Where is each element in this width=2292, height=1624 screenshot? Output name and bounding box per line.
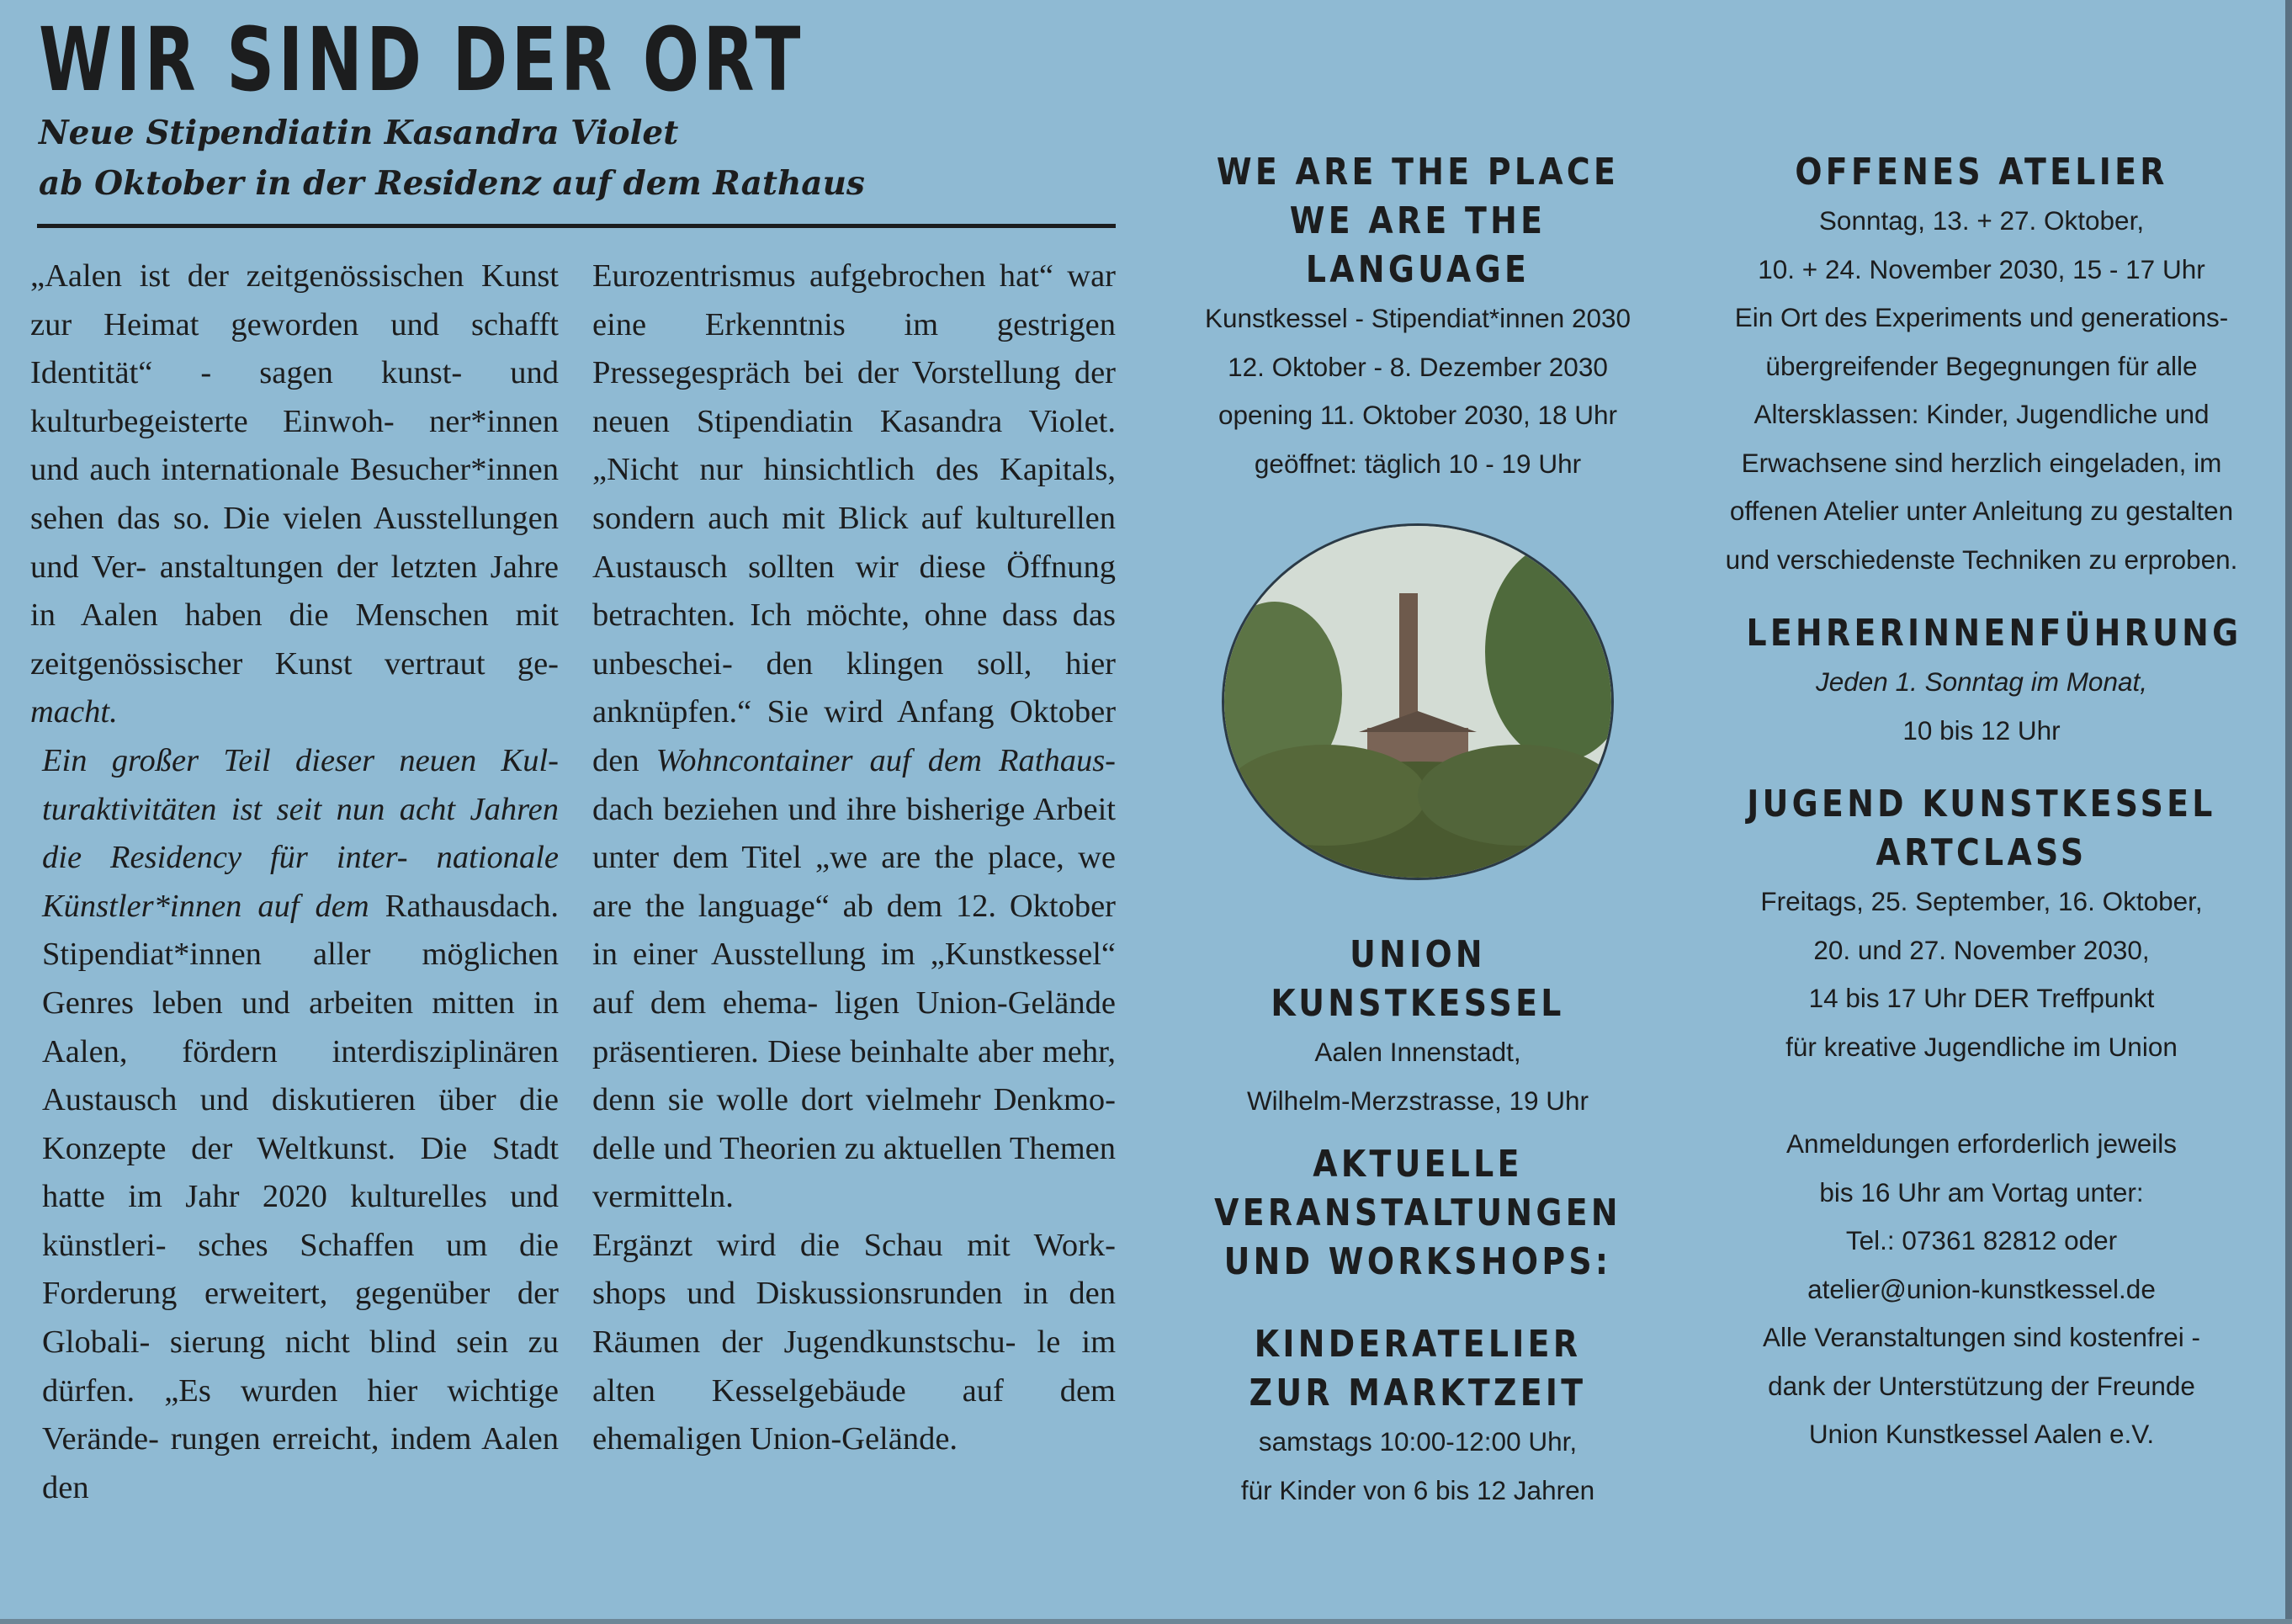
text-line: der neuen Stipendiatin Kasandra	[592, 355, 1116, 439]
text-line: war eine Erkenntnis im gestrigen	[592, 258, 1116, 342]
contact-info: dank der Unterstützung der Freunde	[1768, 1370, 2195, 1401]
text-line: im „Kunstkessel“ auf dem ehema-	[592, 937, 1117, 1021]
text-line: vielen Ausstellungen und Ver-	[30, 500, 559, 585]
offenes-atelier-title: OFFENES ATELIER	[1795, 151, 2168, 194]
text-line: Jahren die Residency für inter-	[42, 791, 560, 876]
jugend-info: Freitags, 25. September, 16. Oktober,	[1760, 886, 2203, 916]
text-line: Ein großer Teil dieser neuen Kul-	[42, 742, 559, 778]
text-line: le im alten Kesselgebäude auf dem	[592, 1324, 1117, 1409]
text-line: Rathausdach. Stipendiat*innen	[42, 888, 559, 973]
center-column	[1178, 148, 1658, 1515]
text-line: „Es wurden hier wichtige Verände-	[42, 1372, 559, 1457]
atelier-info: Ein Ort des Experiments und generations-	[1734, 302, 2229, 332]
atelier-info: Erwachsene sind herzlich eingeladen, im	[1741, 447, 2222, 478]
page-edge-right	[2285, 0, 2292, 1624]
contact-info: Alle Veranstaltungen sind kostenfrei -	[1762, 1322, 2201, 1352]
kinderatelier-title: KINDERATELIER	[1254, 1323, 1582, 1366]
venue-info: Wilhelm-Merzstrasse, 19 Uhr	[1246, 1085, 1589, 1116]
text-line: erweitert, gegenüber der Globali-	[42, 1276, 560, 1361]
text-line: nationale Künstler*innen auf dem	[42, 840, 560, 924]
venue-info: Aalen Innenstadt,	[1314, 1037, 1521, 1067]
text-line: Kunst zur Heimat geworden und	[30, 258, 559, 342]
contact-info: Union Kunstkessel Aalen e.V.	[1808, 1419, 2155, 1449]
text-line: Themen vermitteln.	[592, 1130, 1116, 1215]
text-line: arbeiten mitten in Aalen, fördern	[42, 984, 560, 1069]
jugend-info: 14 bis 17 Uhr DER Treffpunkt	[1808, 983, 2155, 1013]
kinderatelier-title: ZUR MARKTZEIT	[1249, 1372, 1587, 1414]
text-line: rungen erreicht, indem Aalen den	[42, 1421, 559, 1505]
text-line: Diese beinhalte aber mehr, denn	[592, 1033, 1116, 1118]
events-title: AKTUELLE	[1313, 1143, 1523, 1186]
events-title: VERANSTALTUNGEN	[1214, 1191, 1621, 1234]
text-line: „Aalen ist der zeitgenössischen	[30, 258, 464, 294]
text-line: shops und Diskussionsrunden in	[592, 1276, 1048, 1312]
text-line: zeitgenössischer Kunst vertraut ge-	[30, 645, 559, 682]
text-line: Besucher*innen sehen das so. Die	[30, 452, 559, 536]
text-line: aller möglichen Genres leben und	[42, 937, 560, 1021]
article-paragraph	[30, 252, 559, 737]
atelier-info: offenen Atelier unter Anleitung zu gestalten	[1729, 496, 2234, 526]
exhibition-title: WE ARE THE PLACE	[1216, 151, 1620, 194]
jugend-kunstkessel-title: ARTCLASS	[1876, 831, 2088, 874]
text-line: ehemaligen Union-Gelände.	[592, 1421, 958, 1457]
contact-email: atelier@union-kunstkessel.de	[1807, 1273, 2156, 1304]
exhibition-info: Kunstkessel - Stipendiat*innen 2030	[1204, 303, 1631, 333]
chimney-illustration	[1224, 526, 1611, 878]
text-line: anstaltungen der letzten Jahre in	[30, 549, 559, 634]
events-title: UND WORKSHOPS:	[1223, 1240, 1612, 1283]
atelier-info: und verschiedenste Techniken zu erproben.	[1725, 544, 2238, 575]
text-line: place, we are the language“ ab dem	[592, 840, 1116, 924]
lehrerinnenfuehrung-title: LEHRERINNENFÜHRUNG	[1746, 612, 2242, 655]
page-edge-bottom	[0, 1619, 2292, 1624]
text-line: sie wolle dort vielmehr Denkmo-	[667, 1082, 1116, 1118]
exhibition-info: 12. Oktober - 8. Dezember 2030	[1228, 351, 1608, 382]
kinderatelier-info: für Kinder von 6 bis 12 Jahren	[1240, 1474, 1595, 1505]
text-line: 12. Oktober in einer Ausstellung	[592, 888, 1116, 973]
text-line: Violet. „Nicht nur hinsichtlich des	[592, 403, 1116, 488]
jugend-info: 20. und 27. November 2030,	[1813, 934, 2150, 965]
subheadline-line: ab Oktober in der Residenz auf dem Rathaus	[39, 164, 865, 203]
text-line: Sie wird Anfang Oktober den	[592, 694, 1117, 778]
text-line: sierung nicht blind sein zu dürfen.	[42, 1324, 559, 1409]
text-line: ner*innen und auch internationale	[30, 403, 559, 488]
text-line: Weltkunst. Die Stadt hatte im Jahr	[42, 1130, 559, 1215]
text-line: den klingen soll, hier anknüpfen.“	[592, 645, 1116, 730]
exhibition-info: geöffnet: täglich 10 - 19 Uhr	[1254, 448, 1582, 479]
atelier-info: 10. + 24. November 2030, 15 - 17 Uhr	[1758, 253, 2205, 284]
text-line: Wohncontainer auf dem Rathaus-	[655, 742, 1117, 778]
text-line: Arbeit unter dem Titel „we are the	[592, 791, 1116, 876]
text-line: macht.	[30, 694, 118, 730]
text-line: sches Schaffen um die Forderung	[42, 1227, 559, 1312]
contact-phone: Tel.: 07361 82812 oder	[1845, 1225, 2118, 1255]
lehrer-info: Jeden 1. Sonntag im Monat,	[1816, 666, 2147, 697]
text-line: Aalen haben die Menschen mit	[80, 597, 559, 634]
text-line: interdisziplinären Austausch und	[42, 1033, 560, 1118]
headline: WIR SIND DER ORT	[39, 8, 804, 111]
atelier-info: übergreifender Begegnungen für alle	[1765, 350, 2198, 381]
right-column	[1708, 148, 2255, 1459]
text-line: delle und Theorien zu aktuellen	[592, 1130, 1002, 1166]
atelier-info: Altersklassen: Kinder, Jugendliche und	[1753, 399, 2210, 429]
lehrer-info: 10 bis 12 Uhr	[1902, 714, 2061, 746]
exhibition-title: WE ARE THE LANGUAGE	[1289, 199, 1547, 291]
text-line: möchte, ohne dass das unbeschei-	[592, 597, 1116, 682]
kunstkessel-chimney-photo	[1222, 523, 1614, 880]
subheadline	[39, 108, 865, 209]
text-line: Ergänzt wird die Schau mit Work-	[592, 1227, 1116, 1263]
text-line: Eurozentrismus aufgebrochen hat“	[592, 258, 1053, 294]
text-line: wir diese Öffnung betrachten. Ich	[592, 549, 1116, 634]
exhibition-info: opening 11. Oktober 2030, 18 Uhr	[1218, 400, 1617, 430]
kinderatelier-info: samstags 10:00-12:00 Uhr,	[1258, 1426, 1578, 1457]
article-paragraph	[30, 737, 559, 1513]
text-line: dach beziehen und ihre bisherige	[592, 791, 1026, 827]
text-line: diskutieren über die Konzepte der	[42, 1082, 560, 1166]
headline-divider	[37, 224, 1116, 228]
text-line: turaktivitäten ist seit nun acht	[42, 791, 456, 827]
jugend-info: für kreative Jugendliche im Union	[1785, 1031, 2178, 1062]
article-paragraph	[592, 252, 1116, 1222]
text-line: den Räumen der Jugendkunstschu-	[592, 1276, 1117, 1361]
subheadline-line: Neue Stipendiatin Kasandra Violet	[39, 114, 679, 152]
text-line: Kapitals, sondern auch mit Blick	[592, 452, 1117, 536]
jugend-kunstkessel-title: JUGEND KUNSTKESSEL	[1747, 783, 2216, 825]
text-line: ligen Union-Gelände präsentieren.	[592, 984, 1116, 1069]
venue-title: UNION KUNSTKESSEL	[1271, 933, 1565, 1025]
text-line: auf kulturellen Austausch sollten	[592, 500, 1116, 585]
atelier-info: Sonntag, 13. + 27. Oktober,	[1818, 205, 2145, 236]
text-line: 2020 kulturelles und künstleri-	[42, 1179, 559, 1263]
article-paragraph	[592, 1222, 1116, 1464]
article-column-2	[592, 252, 1116, 1464]
contact-info: Anmeldungen erforderlich jeweils	[1786, 1128, 2177, 1159]
text-line: Pressegespräch bei der Vorstellung	[592, 355, 1061, 391]
text-line: und kulturbegeisterte Einwoh-	[30, 355, 560, 439]
text-line: schafft Identität“ - sagen kunst-	[30, 306, 560, 391]
contact-info: bis 16 Uhr am Vortag unter:	[1819, 1176, 2144, 1207]
article-column-1	[30, 252, 559, 1512]
